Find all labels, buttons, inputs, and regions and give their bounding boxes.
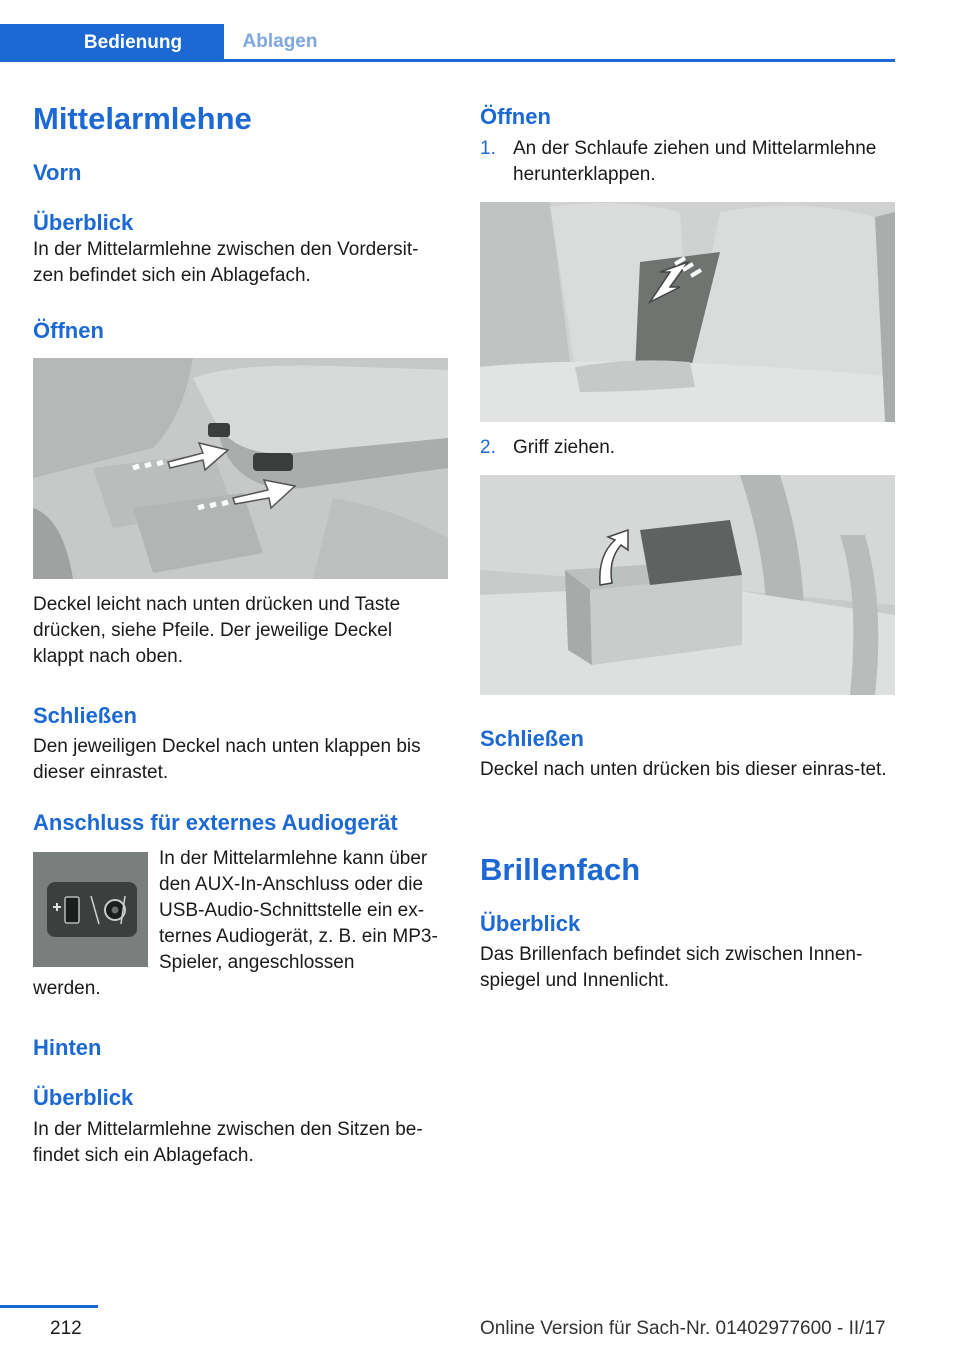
footer-rule bbox=[0, 1305, 98, 1308]
heading-hinten: Hinten bbox=[33, 1035, 102, 1060]
heading-schliessen-hinten: Schließen bbox=[480, 726, 584, 751]
heading-vorn: Vorn bbox=[33, 160, 82, 185]
step-2-number: 2. bbox=[480, 437, 496, 458]
heading-oeffnen-vorn: Öffnen bbox=[33, 318, 104, 343]
section-title-mittelarmlehne: Mittelarmlehne bbox=[33, 101, 252, 136]
text-anschluss-audio: In der Mittelarmlehne kann über den AUX-In-Anschluss oder die USB-Audio-Schnittstelle ein ex-ternes Audiogerät, z. B. ein MP3-Spieler, angeschlossen bbox=[159, 848, 438, 973]
text-ueberblick-vorn: In der Mittelarmlehne zwischen den Vordersit-zen befindet sich ein Ablagefach. bbox=[33, 239, 419, 286]
heading-ueberblick-brillenfach: Überblick bbox=[480, 911, 581, 936]
figure-rear-armrest-fold bbox=[480, 202, 895, 422]
step-2-text: Griff ziehen. bbox=[513, 437, 616, 458]
heading-anschluss-audio: Anschluss für externes Audiogerät bbox=[33, 810, 398, 835]
step-1-text: An der Schlaufe ziehen und Mittelarmlehne herunterklappen. bbox=[513, 138, 877, 185]
text-ueberblick-hinten: In der Mittelarmlehne zwischen den Sitzen be-findet sich ein Ablagefach. bbox=[33, 1119, 423, 1166]
figure-front-armrest bbox=[33, 358, 448, 579]
text-schliessen-hinten: Deckel nach unten drücken bis dieser einras-tet. bbox=[480, 759, 887, 780]
step-1-number: 1. bbox=[480, 138, 496, 159]
tab-ablagen[interactable]: Ablagen bbox=[242, 30, 318, 52]
text-oeffnen-vorn: Deckel leicht nach unten drücken und Taste drücken, siehe Pfeile. Der jeweilige Deckel klappt nach oben. bbox=[33, 594, 401, 667]
text-schliessen-vorn: Den jeweiligen Deckel nach unten klappen bis dieser einrastet. bbox=[33, 736, 421, 783]
heading-ueberblick-vorn: Überblick bbox=[33, 210, 134, 235]
header-tab-bar bbox=[0, 24, 895, 62]
header-rule bbox=[0, 59, 895, 62]
page-number: 212 bbox=[50, 1318, 82, 1339]
section-title-brillenfach: Brillenfach bbox=[480, 852, 641, 887]
heading-ueberblick-hinten: Überblick bbox=[33, 1085, 134, 1110]
tab-bedienung[interactable]: Bedienung bbox=[0, 24, 224, 62]
heading-schliessen-vorn: Schließen bbox=[33, 703, 137, 728]
heading-oeffnen-hinten: Öffnen bbox=[480, 104, 551, 129]
figure-rear-armrest-compartment bbox=[480, 475, 895, 695]
online-version-note: Online Version für Sach-Nr. 01402977600 - II/17 bbox=[480, 1318, 886, 1339]
text-ueberblick-brillenfach: Das Brillenfach befindet sich zwischen Innen-spiegel und Innenlicht. bbox=[480, 944, 863, 991]
figure-aux-usb-port bbox=[33, 852, 148, 967]
text-anschluss-audio-end: werden. bbox=[33, 978, 101, 999]
